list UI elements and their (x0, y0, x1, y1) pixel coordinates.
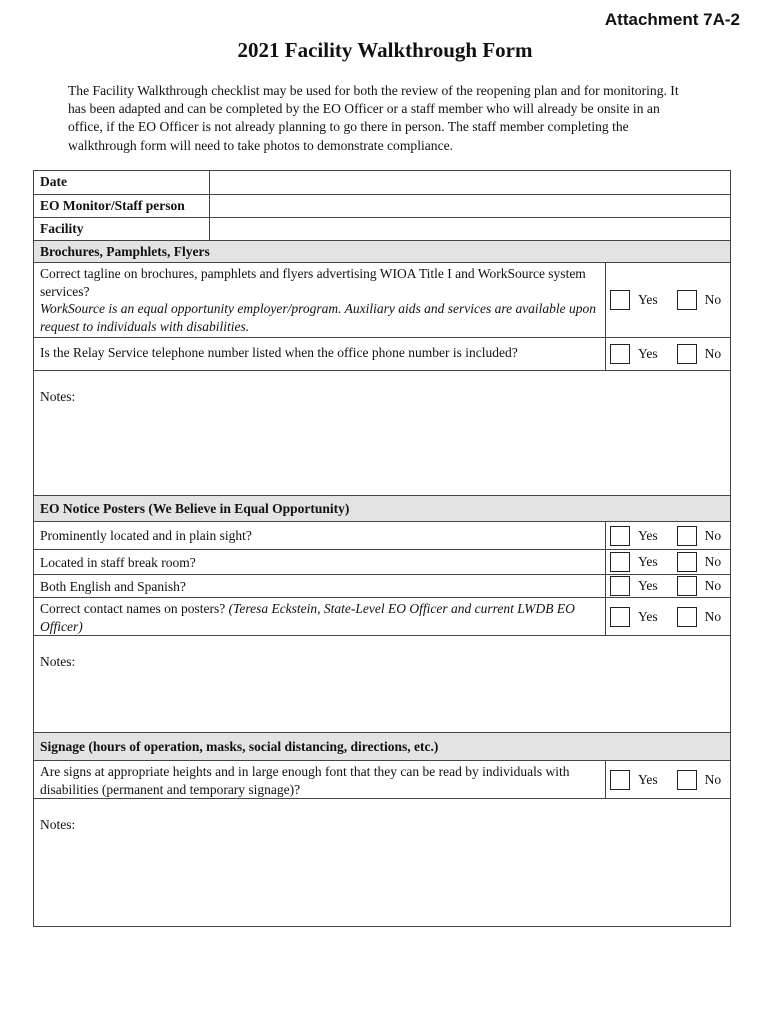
page-title: 2021 Facility Walkthrough Form (237, 38, 533, 62)
question-text: Located in staff break room? (34, 550, 606, 574)
no-label: No (704, 527, 722, 543)
no-checkbox[interactable] (677, 576, 697, 596)
no-checkbox[interactable] (677, 607, 697, 627)
facility-label: Facility (34, 218, 210, 240)
monitor-field[interactable] (210, 195, 730, 217)
question-text (34, 263, 606, 337)
question-text: Is the Relay Service telephone number listed when the office phone number is included? (34, 338, 606, 370)
question-main: Correct contact names on posters? (40, 601, 226, 616)
notes-label: Notes: (40, 817, 76, 832)
attachment-label: Attachment 7A-2 (604, 10, 740, 29)
notes-area[interactable] (34, 635, 730, 732)
notes-area[interactable] (34, 370, 730, 495)
question-row (34, 549, 730, 574)
question-row (34, 574, 730, 597)
notes-area[interactable] (34, 798, 730, 926)
section-heading-signage: Signage (hours of operation, masks, social distancing, directions, etc.) (34, 732, 730, 760)
no-checkbox[interactable] (677, 526, 697, 546)
no-label: No (704, 554, 722, 569)
date-label: Date (34, 171, 210, 194)
yes-label: Yes (638, 578, 658, 593)
yes-no-options (606, 598, 730, 635)
monitor-row (34, 194, 730, 217)
section-heading-brochures: Brochures, Pamphlets, Flyers (34, 240, 730, 262)
no-checkbox[interactable] (677, 552, 697, 572)
question-text: Prominently located and in plain sight? (34, 522, 606, 549)
yes-no-options (606, 263, 730, 337)
question-italic-note: (Teresa Eckstein, State-Level EO Officer and current LWDB EO Officer) (40, 601, 575, 634)
notes-label: Notes: (40, 654, 76, 669)
notes-label: Notes: (40, 389, 76, 404)
question-main: Correct tagline on brochures, pamphlets and flyers advertising WIOA Title I and WorkSource system services? (40, 266, 586, 299)
yes-label: Yes (638, 527, 658, 543)
no-label: No (704, 292, 722, 307)
question-text: Are signs at appropriate heights and in large enough font that they can be read by individuals with disabilities (permanent and temporary signage)? (34, 761, 606, 798)
yes-no-options (606, 575, 730, 597)
question-text (34, 598, 606, 635)
question-italic-note: WorkSource is an equal opportunity employer/program. Auxiliary aids and services are available upon request to individuals with disabilities. (40, 301, 597, 334)
yes-checkbox[interactable] (610, 770, 630, 790)
no-label: No (704, 346, 722, 361)
yes-label: Yes (638, 771, 658, 787)
no-label: No (704, 578, 722, 593)
intro-paragraph: The Facility Walkthrough checklist may be used for both the review of the reopening plan and for monitoring. It has been adapted and can be completed by the EO Officer or a staff member who will already be onsite in an office, if the EO Officer is not already planning to go there in person. The staff member completing the walkthrough form will need to take photos to demonstrate compliance. (68, 83, 679, 153)
question-row (34, 760, 730, 798)
walkthrough-form (33, 170, 731, 927)
yes-no-options (606, 338, 730, 370)
yes-label: Yes (638, 554, 658, 569)
question-row (34, 597, 730, 635)
yes-checkbox[interactable] (610, 576, 630, 596)
no-label: No (704, 608, 722, 624)
question-row (34, 521, 730, 549)
yes-no-options (606, 550, 730, 574)
yes-no-options (606, 522, 730, 549)
yes-label: Yes (638, 608, 658, 624)
yes-no-options (606, 761, 730, 798)
date-field[interactable] (210, 171, 730, 194)
date-row (34, 171, 730, 194)
no-checkbox[interactable] (677, 770, 697, 790)
yes-checkbox[interactable] (610, 552, 630, 572)
yes-checkbox[interactable] (610, 607, 630, 627)
section-heading-posters: EO Notice Posters (We Believe in Equal Opportunity) (34, 495, 730, 521)
no-checkbox[interactable] (677, 290, 697, 310)
question-text: Both English and Spanish? (34, 575, 606, 597)
facility-row (34, 217, 730, 240)
yes-checkbox[interactable] (610, 290, 630, 310)
yes-checkbox[interactable] (610, 526, 630, 546)
facility-field[interactable] (210, 218, 730, 240)
no-checkbox[interactable] (677, 344, 697, 364)
yes-label: Yes (638, 346, 658, 361)
question-row (34, 337, 730, 370)
question-row (34, 262, 730, 337)
no-label: No (704, 771, 722, 787)
yes-checkbox[interactable] (610, 344, 630, 364)
yes-label: Yes (638, 292, 658, 307)
monitor-label: EO Monitor/Staff person (34, 195, 210, 217)
